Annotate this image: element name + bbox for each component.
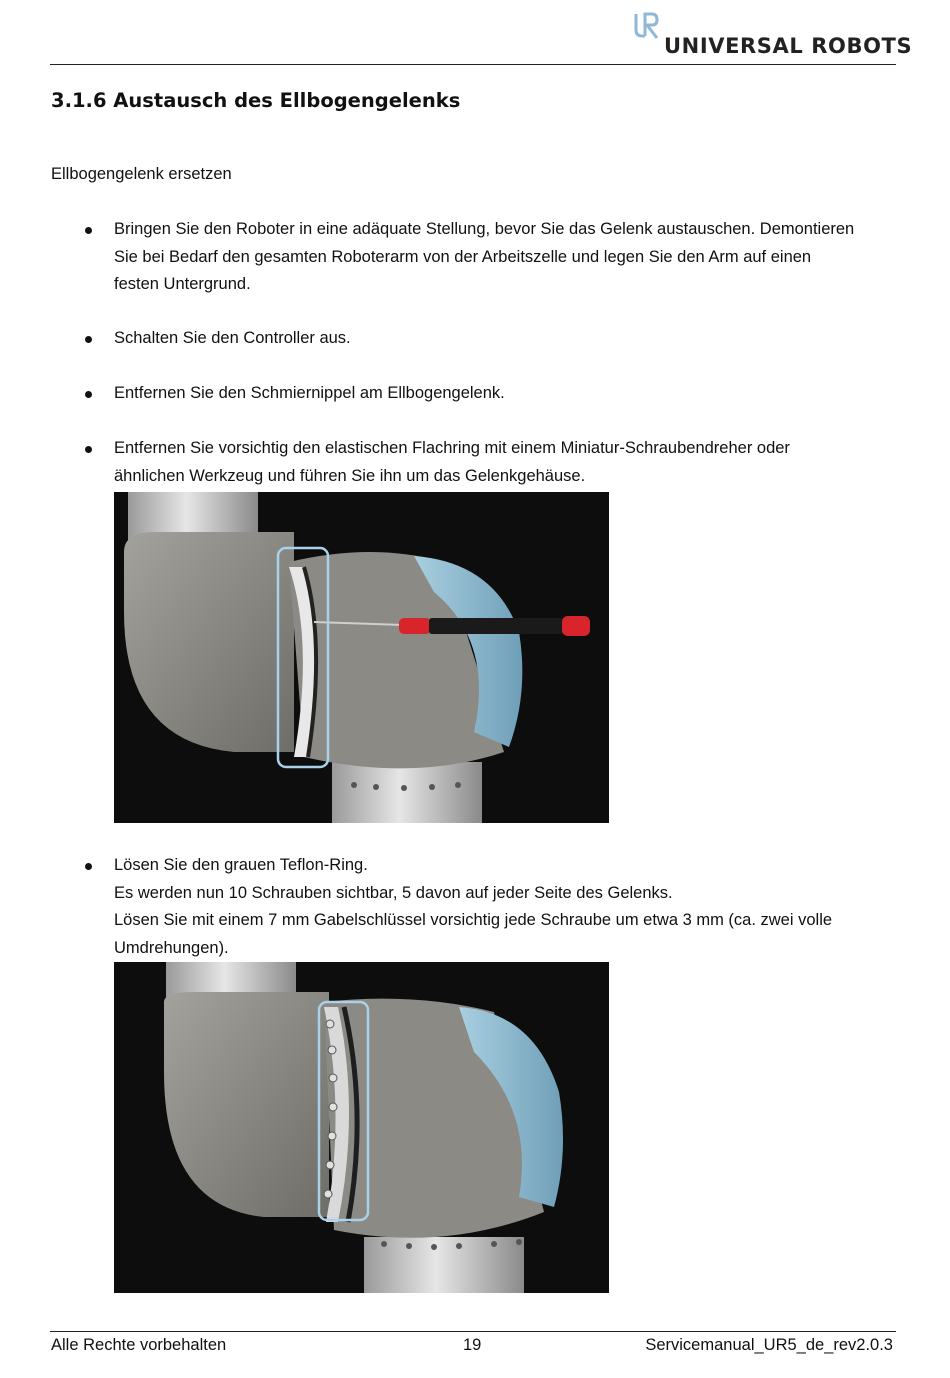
step-line: ähnlichen Werkzeug und führen Sie ihn um das Gelenkgehäuse. (114, 466, 586, 485)
list-item (114, 435, 904, 490)
footer-rule (50, 1331, 896, 1332)
step-line: Es werden nun 10 Schrauben sichtbar, 5 davon auf jeder Seite des Gelenks. (114, 883, 673, 902)
step-line: Entfernen Sie vorsichtig den elastischen Flachring mit einem Miniatur-Schraubendreher oder (114, 439, 790, 457)
list-item (114, 216, 904, 299)
list-item (114, 325, 904, 353)
bullet-icon (85, 391, 92, 398)
list-item (114, 852, 904, 962)
step-line: festen Untergrund. (114, 275, 251, 293)
robot-elbow-bolts-photo (114, 962, 609, 1293)
step-line: Sie bei Bedarf den gesamten Roboterarm von der Arbeitszelle und legen Sie den Arm auf einen (114, 247, 812, 266)
step-line: Lösen Sie den grauen Teflon-Ring. (114, 856, 368, 874)
step-line: Lösen Sie mit einem 7 mm Gabelschlüssel vorsichtig jede Schraube um etwa 3 mm (ca. zwei volle (114, 911, 833, 929)
step-line: Bringen Sie den Roboter in eine adäquate Stellung, bevor Sie das Gelenk austauschen. Demontieren (114, 220, 855, 238)
list-item (114, 380, 904, 408)
section-title: 3.1.6 Austausch des Ellbogengelenks (51, 89, 461, 112)
bullet-icon (85, 863, 92, 870)
step-line: Entfernen Sie den Schmiernippel am Ellbogengelenk. (114, 384, 505, 402)
step-line: Umdrehungen). (114, 938, 229, 957)
page-number: 19 (463, 1336, 482, 1354)
document-id: Servicemanual_UR5_de_rev2.0.3 (645, 1336, 893, 1354)
universal-robots-logo (634, 12, 913, 60)
logo-text: UNIVERSAL ROBOTS (664, 34, 913, 58)
bullet-icon (85, 227, 92, 234)
robot-elbow-screwdriver-photo (114, 492, 609, 823)
bullet-icon (85, 336, 92, 343)
bullet-icon (85, 446, 92, 453)
intro-text: Ellbogengelenk ersetzen (51, 165, 232, 183)
footer-rights: Alle Rechte vorbehalten (51, 1336, 227, 1354)
step-line: Schalten Sie den Controller aus. (114, 329, 351, 347)
header-rule (50, 64, 896, 65)
ur-logo-mark-icon (634, 12, 660, 40)
